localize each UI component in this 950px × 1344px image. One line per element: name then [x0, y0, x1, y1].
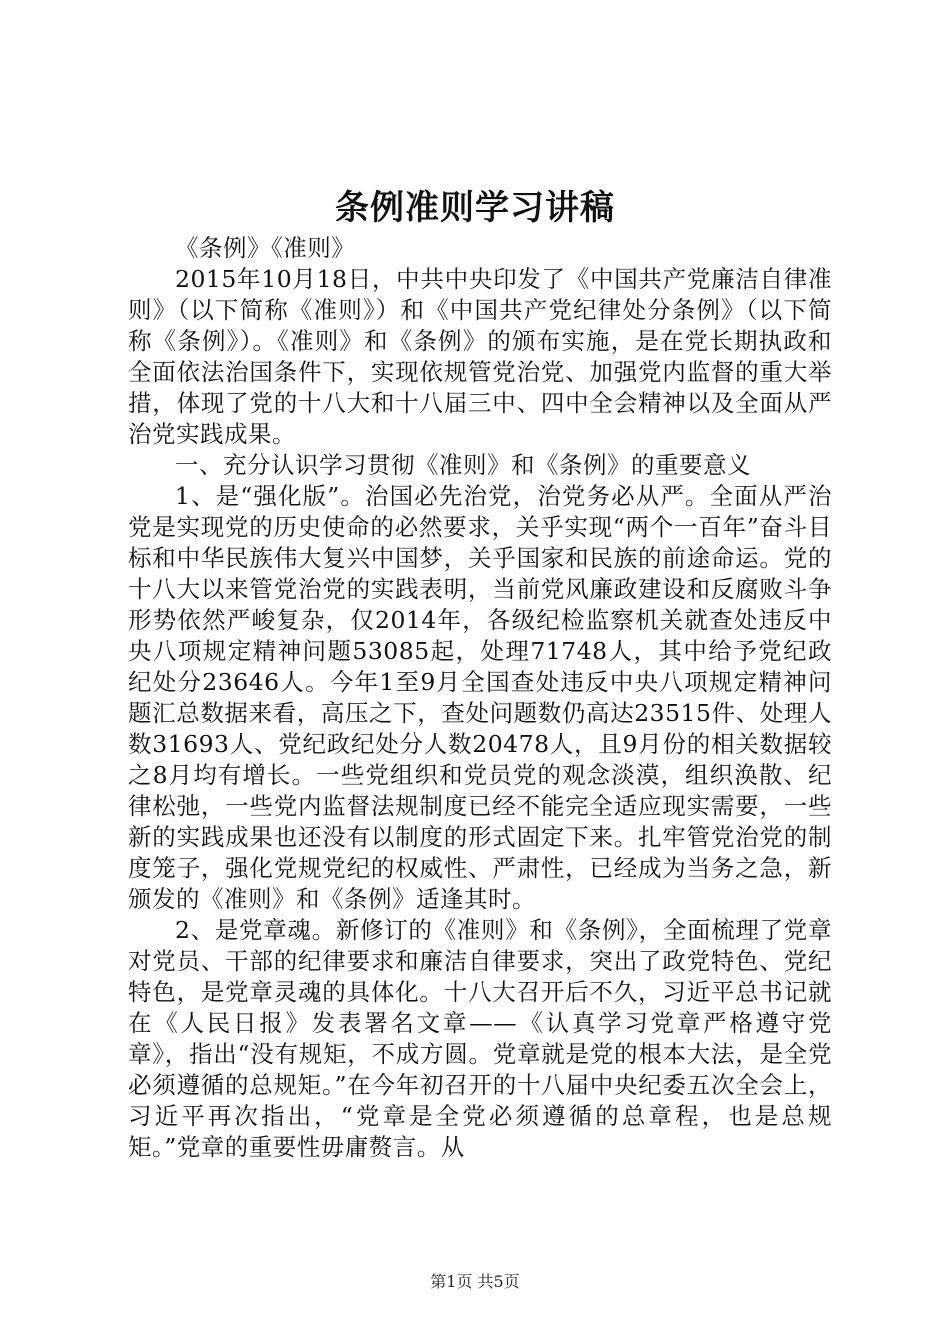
- paragraph-point-1: 1、是“强化版”。治国必先治党，治党务必从严。全面从严治党是实现党的历史使命的必然要求，关乎实现“两个一百年”奋斗目标和中华民族伟大复兴中国梦，关乎国家和民族的前途命运。党的十八大以来管党治党的实践表明，当前党风廉政建设和反腐败斗争形势依然严峻复杂，仅2014年，各级纪检监察机关就查处违反中央八项规定精神问题53085起，处理71748人，其中给予党纪政纪处分23646人。今年1至9月全国查处违反中央八项规定精神问题汇总数据来看，高压之下，查处问题数仍高达23515件、处理人数31693人、党纪政纪处分人数20478人，且9月份的相关数据较之8月均有增长。一些党组织和党员党的观念淡漠，组织涣散、纪律松弛，一些党内监督法规制度已经不能完全适应现实需要，一些新的实践成果也还没有以制度的形式固定下来。扎牢管党治党的制度笼子，强化党规党纪的权威性、严肃性，已经成为当务之急，新颁发的《准则》和《条例》适逢其时。: [128, 482, 832, 913]
- paragraph-point-2: 2、是党章魂。新修订的《准则》和《条例》，全面梳理了党章对党员、干部的纪律要求和廉洁自律要求，突出了政党特色、党纪特色，是党章灵魂的具体化。十八大召开后不久，习近平总书记就在《人民日报》发表署名文章——《认真学习党章严格遵守党章》，指出“没有规矩，不成方圆。党章就是党的根本大法，是全党必须遵循的总规矩。”在今年初召开的十八届中央纪委五次全会上，习近平再次指出，“党章是全党必须遵循的总章程，也是总规矩。”党章的重要性毋庸赘言。从: [128, 916, 832, 1161]
- document-body: [128, 233, 832, 1163]
- page-footer: 第1页 共5页: [430, 1272, 520, 1291]
- paragraph-intro: 2015年10月18日，中共中央印发了《中国共产党廉洁自律准则》（以下简称《准则》）和《中国共产党纪律处分条例》（以下简称《条例》）。《准则》和《条例》的颁布实施，是在党长期执政和全面依法治国条件下，实现依规管党治党、加强党内监督的重大举措，体现了党的十八大和十八届三中、四中全会精神以及全面从严治党实践成果。: [128, 265, 832, 448]
- page-title: 条例准则学习讲稿: [335, 188, 615, 228]
- paragraph-subtitle: 《条例》《准则》: [175, 234, 356, 262]
- section-heading: 一、充分认识学习贯彻《准则》和《条例》的重要意义: [175, 451, 751, 479]
